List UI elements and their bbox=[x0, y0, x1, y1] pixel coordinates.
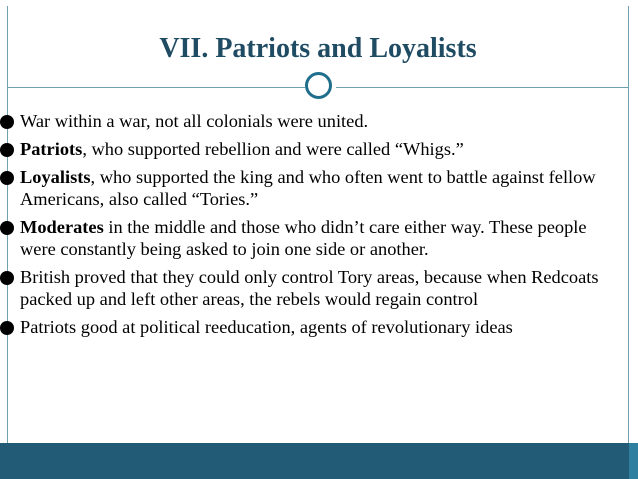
bullet-dot-icon bbox=[0, 321, 14, 335]
bullet-item bbox=[0, 110, 620, 132]
bullet-dot-icon bbox=[0, 171, 14, 185]
bullet-item bbox=[0, 138, 620, 160]
bullet-item bbox=[0, 166, 620, 210]
bullet-dot-icon bbox=[0, 221, 14, 235]
bullet-text: , who supported the king and who often went to battle against fellow Americans, also called “Tories.” bbox=[20, 167, 596, 209]
bullet-item bbox=[0, 316, 620, 338]
bullet-text: British proved that they could only control Tory areas, because when Redcoats packed up and left other areas, the rebels would regain control bbox=[20, 267, 599, 309]
bullet-term: Patriots bbox=[20, 139, 83, 159]
bullet-text: Patriots good at political reeducation, agents of revolutionary ideas bbox=[20, 317, 513, 337]
bullet-term: Loyalists bbox=[20, 167, 91, 187]
bullet-dot-icon bbox=[0, 271, 14, 285]
bullet-text: War within a war, not all colonials were united. bbox=[20, 111, 369, 131]
bullet-list bbox=[0, 110, 620, 344]
footer-accent bbox=[629, 443, 638, 479]
title-divider-right bbox=[336, 87, 628, 88]
bullet-item bbox=[0, 216, 620, 260]
circle-ornament-icon bbox=[305, 72, 332, 99]
title-divider-left bbox=[8, 87, 305, 88]
bullet-text: , who supported rebellion and were called “Whigs.” bbox=[82, 139, 464, 159]
slide-title: VII. Patriots and Loyalists bbox=[159, 33, 477, 64]
bullet-item bbox=[0, 266, 620, 310]
bullet-dot-icon bbox=[0, 143, 14, 157]
frame-right-line bbox=[628, 6, 629, 443]
bullet-dot-icon bbox=[0, 115, 14, 129]
bullet-term: Moderates bbox=[20, 217, 104, 237]
bullet-text: in the middle and those who didn’t care either way. These people were constantly being asked to join one side or another. bbox=[20, 217, 587, 259]
footer-bar bbox=[0, 443, 638, 479]
